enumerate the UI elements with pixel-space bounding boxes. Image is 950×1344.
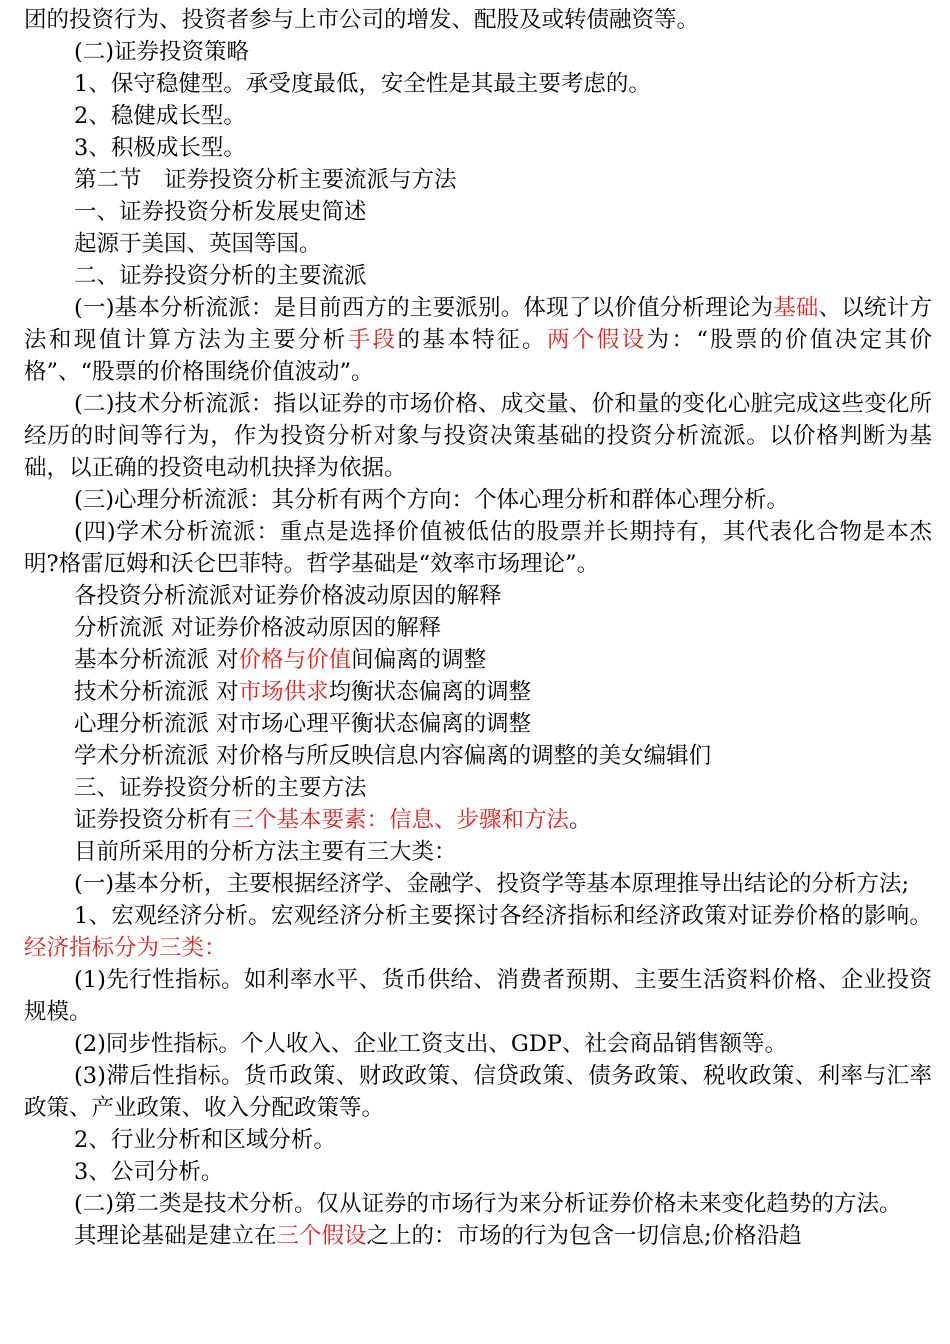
paragraph <box>24 36 932 68</box>
highlighted-text: 基础 <box>773 295 819 321</box>
text-run: 第二节 证券投资分析主要流派与方法 <box>74 167 457 193</box>
paragraph <box>24 228 932 260</box>
paragraph <box>24 68 932 100</box>
paragraph <box>24 484 932 516</box>
text-run: (二)证券投资策略 <box>74 39 250 65</box>
text-run: (二)技术分析流派：指以证券的市场价格、成交量、价和量的变化心脏完成这些变化所经历的时间等行为，作为投资分析对象与投资决策基础的投资分析流派。以价格判断为基础，以正确的投资电动机抉择为依据。 <box>24 391 932 481</box>
text-run: 各投资分析流派对证券价格波动原因的解释 <box>74 583 502 609</box>
text-run: 、以统计方法和现值计算方法为主要分析 <box>24 295 932 353</box>
text-run: 2、行业分析和区域分析。 <box>74 1127 336 1153</box>
highlighted-text: 三个基本要素：信息、步骤和方法 <box>231 807 570 833</box>
paragraph <box>24 772 932 804</box>
text-run: 证券投资分析有 <box>74 807 232 833</box>
paragraph <box>24 1124 932 1156</box>
text-run: 的基本特征。 <box>397 327 547 353</box>
text-run: (3)滞后性指标。货币政策、财政政策、信贷政策、债务政策、税收政策、利率与汇率政策、产业政策、收入分配政策等。 <box>24 1063 932 1121</box>
text-run: 均衡状态偏离的调整 <box>328 679 532 705</box>
text-run: (四)学术分析流派：重点是选择价值被低估的股票并长期持有，其代表化合物是本杰明?格雷厄姆和沃仑巴菲特。哲学基础是“效率市场理论”。 <box>24 519 932 577</box>
text-run: (一)基本分析流派：是目前西方的主要派别。体现了以价值分析理论为 <box>74 295 774 321</box>
paragraph <box>24 612 932 644</box>
paragraph <box>24 4 932 36</box>
text-run: (一)基本分析，主要根据经济学、金融学、投资学等基本原理推导出结论的分析方法; <box>74 871 910 897</box>
highlighted-text: 价格与价值 <box>238 647 352 673</box>
text-run: 目前所采用的分析方法主要有三大类： <box>74 839 457 865</box>
text-run: 团的投资行为、投资者参与上市公司的增发、配股及或转债融资等。 <box>24 7 700 33</box>
paragraph <box>24 644 932 676</box>
paragraph <box>24 1188 932 1220</box>
paragraph <box>24 1060 932 1124</box>
text-run: 心理分析流派 对市场心理平衡状态偏离的调整 <box>74 711 532 737</box>
text-run: 3、积极成长型。 <box>74 135 246 161</box>
text-run: 。 <box>569 807 592 833</box>
paragraph <box>24 964 932 1028</box>
paragraph <box>24 580 932 612</box>
text-run: 基本分析流派 对 <box>74 647 239 673</box>
paragraph <box>24 804 932 836</box>
paragraph <box>24 1220 932 1252</box>
paragraph <box>24 516 932 580</box>
highlighted-text: 经济指标分为三类： <box>24 935 227 961</box>
text-run: (二)第二类是技术分析。仅从证券的市场行为来分析证券价格未来变化趋势的方法。 <box>74 1191 902 1217</box>
paragraph <box>24 740 932 772</box>
paragraph <box>24 260 932 292</box>
text-run: 1、宏观经济分析。宏观经济分析主要探讨各经济指标和经济政策对证券价格的影响。 <box>74 903 932 929</box>
paragraph <box>24 132 932 164</box>
paragraph <box>24 100 932 132</box>
paragraph <box>24 164 932 196</box>
highlighted-text: 两个假设 <box>546 327 647 353</box>
text-run: 三、证券投资分析的主要方法 <box>74 775 367 801</box>
text-run: 为：“股票的价值决定其价格”、“股票的价格围绕价值波动”。 <box>24 327 932 385</box>
text-run: 2、稳健成长型。 <box>74 103 246 129</box>
paragraph <box>24 196 932 228</box>
paragraph <box>24 1028 932 1060</box>
text-run: (2)同步性指标。个人收入、企业工资支出、GDP、社会商品销售额等。 <box>74 1031 788 1057</box>
paragraph <box>24 292 932 388</box>
text-run: 3、公司分析。 <box>74 1159 224 1185</box>
paragraph <box>24 836 932 868</box>
paragraph <box>24 900 932 964</box>
paragraph <box>24 1156 932 1188</box>
highlighted-text: 三个假设 <box>276 1223 367 1249</box>
text-run: 之上的：市场的行为包含一切信息;价格沿趋 <box>366 1223 802 1249</box>
highlighted-text: 手段 <box>347 327 398 353</box>
text-run: 一、证券投资分析发展史简述 <box>74 199 367 225</box>
paragraph <box>24 388 932 484</box>
text-run: (1)先行性指标。如利率水平、货币供给、消费者预期、主要生活资料价格、企业投资规模。 <box>24 967 932 1025</box>
text-run: 其理论基础是建立在 <box>74 1223 277 1249</box>
text-run: 技术分析流派 对 <box>74 679 239 705</box>
text-run: (三)心理分析流派：其分析有两个方向：个体心理分析和群体心理分析。 <box>74 487 790 513</box>
text-run: 间偏离的调整 <box>351 647 487 673</box>
paragraph <box>24 676 932 708</box>
text-run: 分析流派 对证券价格波动原因的解释 <box>74 615 442 641</box>
paragraph <box>24 868 932 900</box>
text-run: 1、保守稳健型。承受度最低，安全性是其最主要考虑的。 <box>74 71 651 97</box>
paragraph <box>24 708 932 740</box>
text-run: 起源于美国、英国等国。 <box>74 231 322 257</box>
text-run: 学术分析流派 对价格与所反映信息内容偏离的调整的美女编辑们 <box>74 743 712 769</box>
text-run: 二、证券投资分析的主要流派 <box>74 263 367 289</box>
highlighted-text: 市场供求 <box>238 679 329 705</box>
